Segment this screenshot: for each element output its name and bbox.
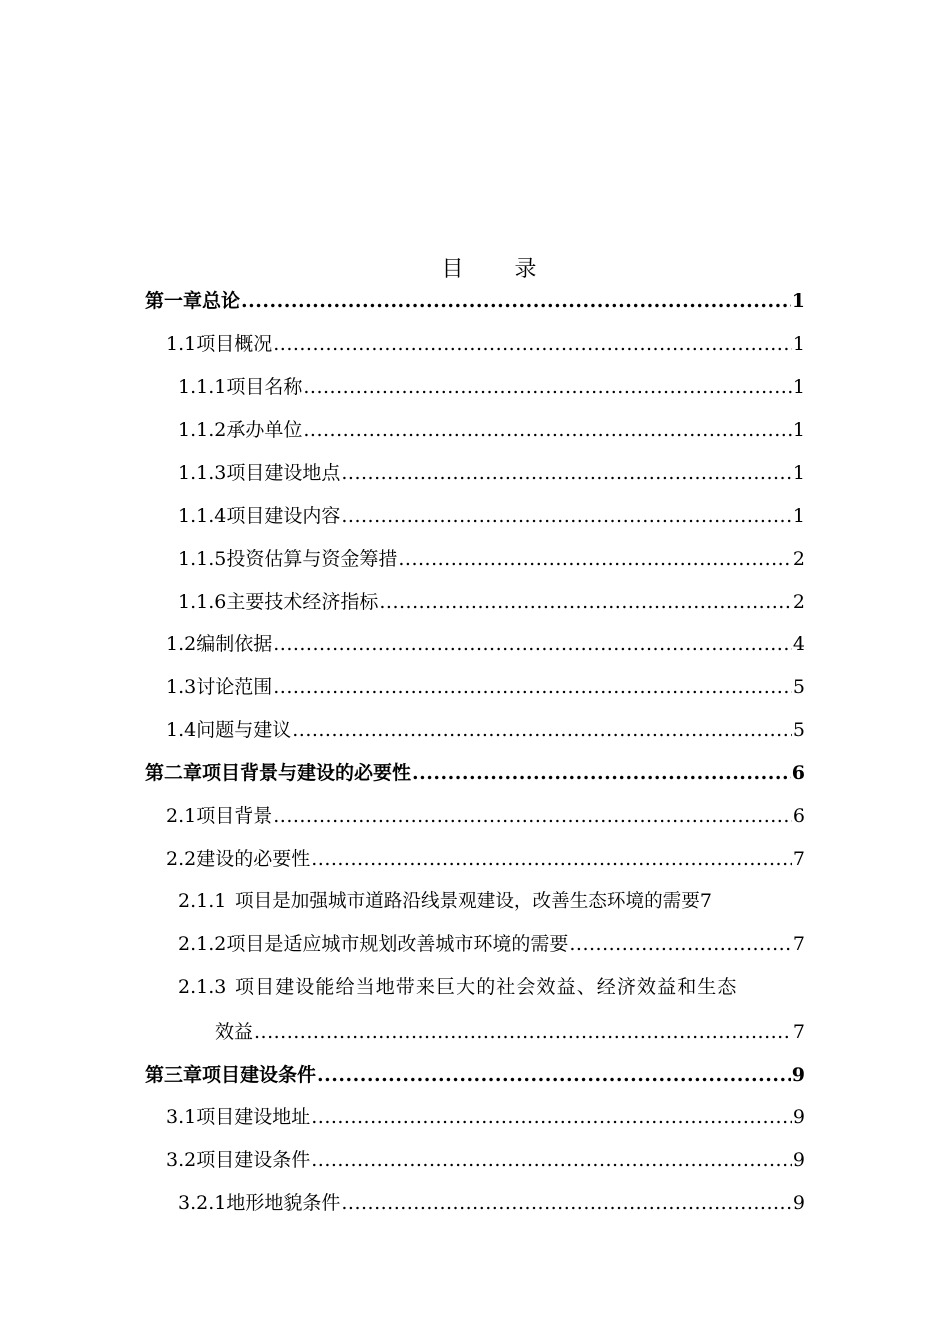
toc-entry-label: 建设的必要性 xyxy=(196,848,311,870)
toc-entry-label: 项目背景 xyxy=(196,805,273,827)
toc-entry-label: 项目名称 xyxy=(226,376,303,398)
toc-entry-2-1-3-continuation[interactable] xyxy=(215,1018,805,1046)
toc-leader-dots xyxy=(292,716,792,744)
toc-entry-number: 1.1.6 xyxy=(178,591,227,613)
toc-entry-label: 项目建设地址 xyxy=(196,1106,311,1128)
toc-entry-number: 第二章 xyxy=(145,762,203,784)
toc-entry-2-1-1[interactable] xyxy=(178,887,805,915)
toc-entry-3-2[interactable] xyxy=(166,1146,805,1174)
toc-entry-number: 2.1.1 xyxy=(178,890,227,912)
toc-entry-3-2-1[interactable] xyxy=(178,1189,805,1217)
toc-leader-dots xyxy=(273,802,792,830)
toc-entry-2-1[interactable] xyxy=(166,802,805,830)
toc-entry-number: 1.1.4 xyxy=(178,505,227,527)
toc-entry-1-4[interactable] xyxy=(166,716,805,744)
toc-entry-label: 项目是加强城市道路沿线景观建设，改善生态环境的需要 xyxy=(235,891,700,912)
toc-entry-number: 第三章 xyxy=(145,1064,203,1086)
toc-page-number: 1 xyxy=(792,505,805,527)
toc-page-number: 6 xyxy=(791,762,805,784)
toc-entry-1-1-5[interactable] xyxy=(178,545,805,573)
toc-entry-number: 2.1 xyxy=(166,805,197,827)
toc-entry-2-2[interactable] xyxy=(166,845,805,873)
toc-entry-chapter-3[interactable] xyxy=(145,1061,805,1089)
toc-page-number: 1 xyxy=(792,376,805,398)
toc-entry-2-1-2[interactable] xyxy=(178,930,805,958)
toc-leader-dots xyxy=(398,545,792,573)
toc-page-number: 6 xyxy=(792,805,805,827)
toc-entry-number: 1.1.1 xyxy=(178,376,227,398)
toc-page-number: 9 xyxy=(792,1149,805,1171)
toc-page-number: 4 xyxy=(792,633,805,655)
toc-entry-number: 1.4 xyxy=(166,719,197,741)
toc-entry-label: 编制依据 xyxy=(196,633,273,655)
toc-leader-dots xyxy=(311,1103,792,1131)
toc-page-number: 1 xyxy=(792,419,805,441)
toc-leader-dots xyxy=(317,1061,791,1089)
toc-entry-label: 项目建设能给当地带来巨大的社会效益、经济效益和生态 xyxy=(235,976,738,998)
toc-leader-dots xyxy=(341,459,792,487)
toc-entry-1-1-1[interactable] xyxy=(178,373,805,401)
toc-leader-dots xyxy=(379,588,792,616)
toc-title: 目 录 xyxy=(441,257,559,282)
toc-entry-label-continuation: 效益 xyxy=(215,1021,254,1043)
toc-leader-dots xyxy=(569,930,792,958)
toc-entry-label: 承办单位 xyxy=(226,419,303,441)
toc-leader-dots xyxy=(341,1189,792,1217)
toc-entry-number: 3.1 xyxy=(166,1106,197,1128)
toc-leader-dots xyxy=(273,630,792,658)
toc-entry-label: 项目概况 xyxy=(196,333,273,355)
toc-entry-number: 1.2 xyxy=(166,633,197,655)
toc-page-number: 5 xyxy=(792,676,805,698)
toc-entry-number: 第一章 xyxy=(145,290,203,312)
toc-page-number: 7 xyxy=(792,933,805,955)
toc-entry-1-1-6[interactable] xyxy=(178,588,805,616)
toc-entry-number: 1.1.5 xyxy=(178,548,227,570)
toc-entry-1-2[interactable] xyxy=(166,630,805,658)
toc-leader-dots xyxy=(241,287,791,315)
toc-entry-1-1-2[interactable] xyxy=(178,416,805,444)
toc-entry-2-1-3[interactable] xyxy=(178,973,805,1001)
toc-page-number: 2 xyxy=(792,548,805,570)
toc-entry-label: 总论 xyxy=(202,290,241,312)
toc-entry-number: 1.1.3 xyxy=(178,462,227,484)
toc-entry-label: 项目背景与建设的必要性 xyxy=(202,762,412,784)
toc-entry-number: 2.1.2 xyxy=(178,933,227,955)
toc-leader-dots xyxy=(273,330,792,358)
toc-leader-dots xyxy=(303,373,792,401)
toc-page-number: 7 xyxy=(792,848,805,870)
toc-leader-dots xyxy=(254,1018,792,1046)
toc-leader-dots xyxy=(303,416,792,444)
toc-entry-label: 投资估算与资金筹措 xyxy=(226,548,398,570)
toc-entry-label: 问题与建议 xyxy=(196,719,292,741)
toc-entry-1-1-4[interactable] xyxy=(178,502,805,530)
toc-entry-number: 2.2 xyxy=(166,848,197,870)
toc-page-number: 7 xyxy=(792,1021,805,1043)
toc-page-number: 9 xyxy=(792,1192,805,1214)
toc-leader-dots xyxy=(412,759,791,787)
toc-leader-dots xyxy=(311,1146,792,1174)
toc-entry-number: 1.3 xyxy=(166,676,197,698)
toc-page-number: 7 xyxy=(699,890,712,912)
toc-entry-chapter-1[interactable] xyxy=(145,287,805,315)
toc-entry-label: 讨论范围 xyxy=(196,676,273,698)
toc-entry-chapter-2[interactable] xyxy=(145,759,805,787)
toc-entry-1-1[interactable] xyxy=(166,330,805,358)
toc-leader-dots xyxy=(273,673,792,701)
toc-entry-label: 项目建设条件 xyxy=(202,1064,317,1086)
toc-leader-dots xyxy=(311,845,792,873)
toc-entry-label: 主要技术经济指标 xyxy=(226,591,379,613)
toc-entry-1-3[interactable] xyxy=(166,673,805,701)
toc-page-number: 9 xyxy=(791,1064,805,1086)
toc-entry-number: 1.1 xyxy=(166,333,197,355)
toc-page-number: 1 xyxy=(792,333,805,355)
toc-page-number: 9 xyxy=(792,1106,805,1128)
toc-leader-dots xyxy=(341,502,792,530)
toc-page-number: 2 xyxy=(792,591,805,613)
toc-entry-label: 项目建设地点 xyxy=(226,462,341,484)
toc-entry-3-1[interactable] xyxy=(166,1103,805,1131)
toc-entry-label: 项目建设内容 xyxy=(226,505,341,527)
toc-entry-label: 地形地貌条件 xyxy=(226,1192,341,1214)
toc-entry-label: 项目建设条件 xyxy=(196,1149,311,1171)
toc-entry-label: 项目是适应城市规划改善城市环境的需要 xyxy=(226,933,569,955)
toc-page-number: 1 xyxy=(791,290,805,312)
toc-page-number: 1 xyxy=(792,462,805,484)
toc-entry-number: 1.1.2 xyxy=(178,419,227,441)
toc-entry-number: 3.2 xyxy=(166,1149,197,1171)
toc-entry-1-1-3[interactable] xyxy=(178,459,805,487)
toc-page-number: 5 xyxy=(792,719,805,741)
toc-entry-number: 2.1.3 xyxy=(178,976,227,998)
toc-entry-number: 3.2.1 xyxy=(178,1192,227,1214)
